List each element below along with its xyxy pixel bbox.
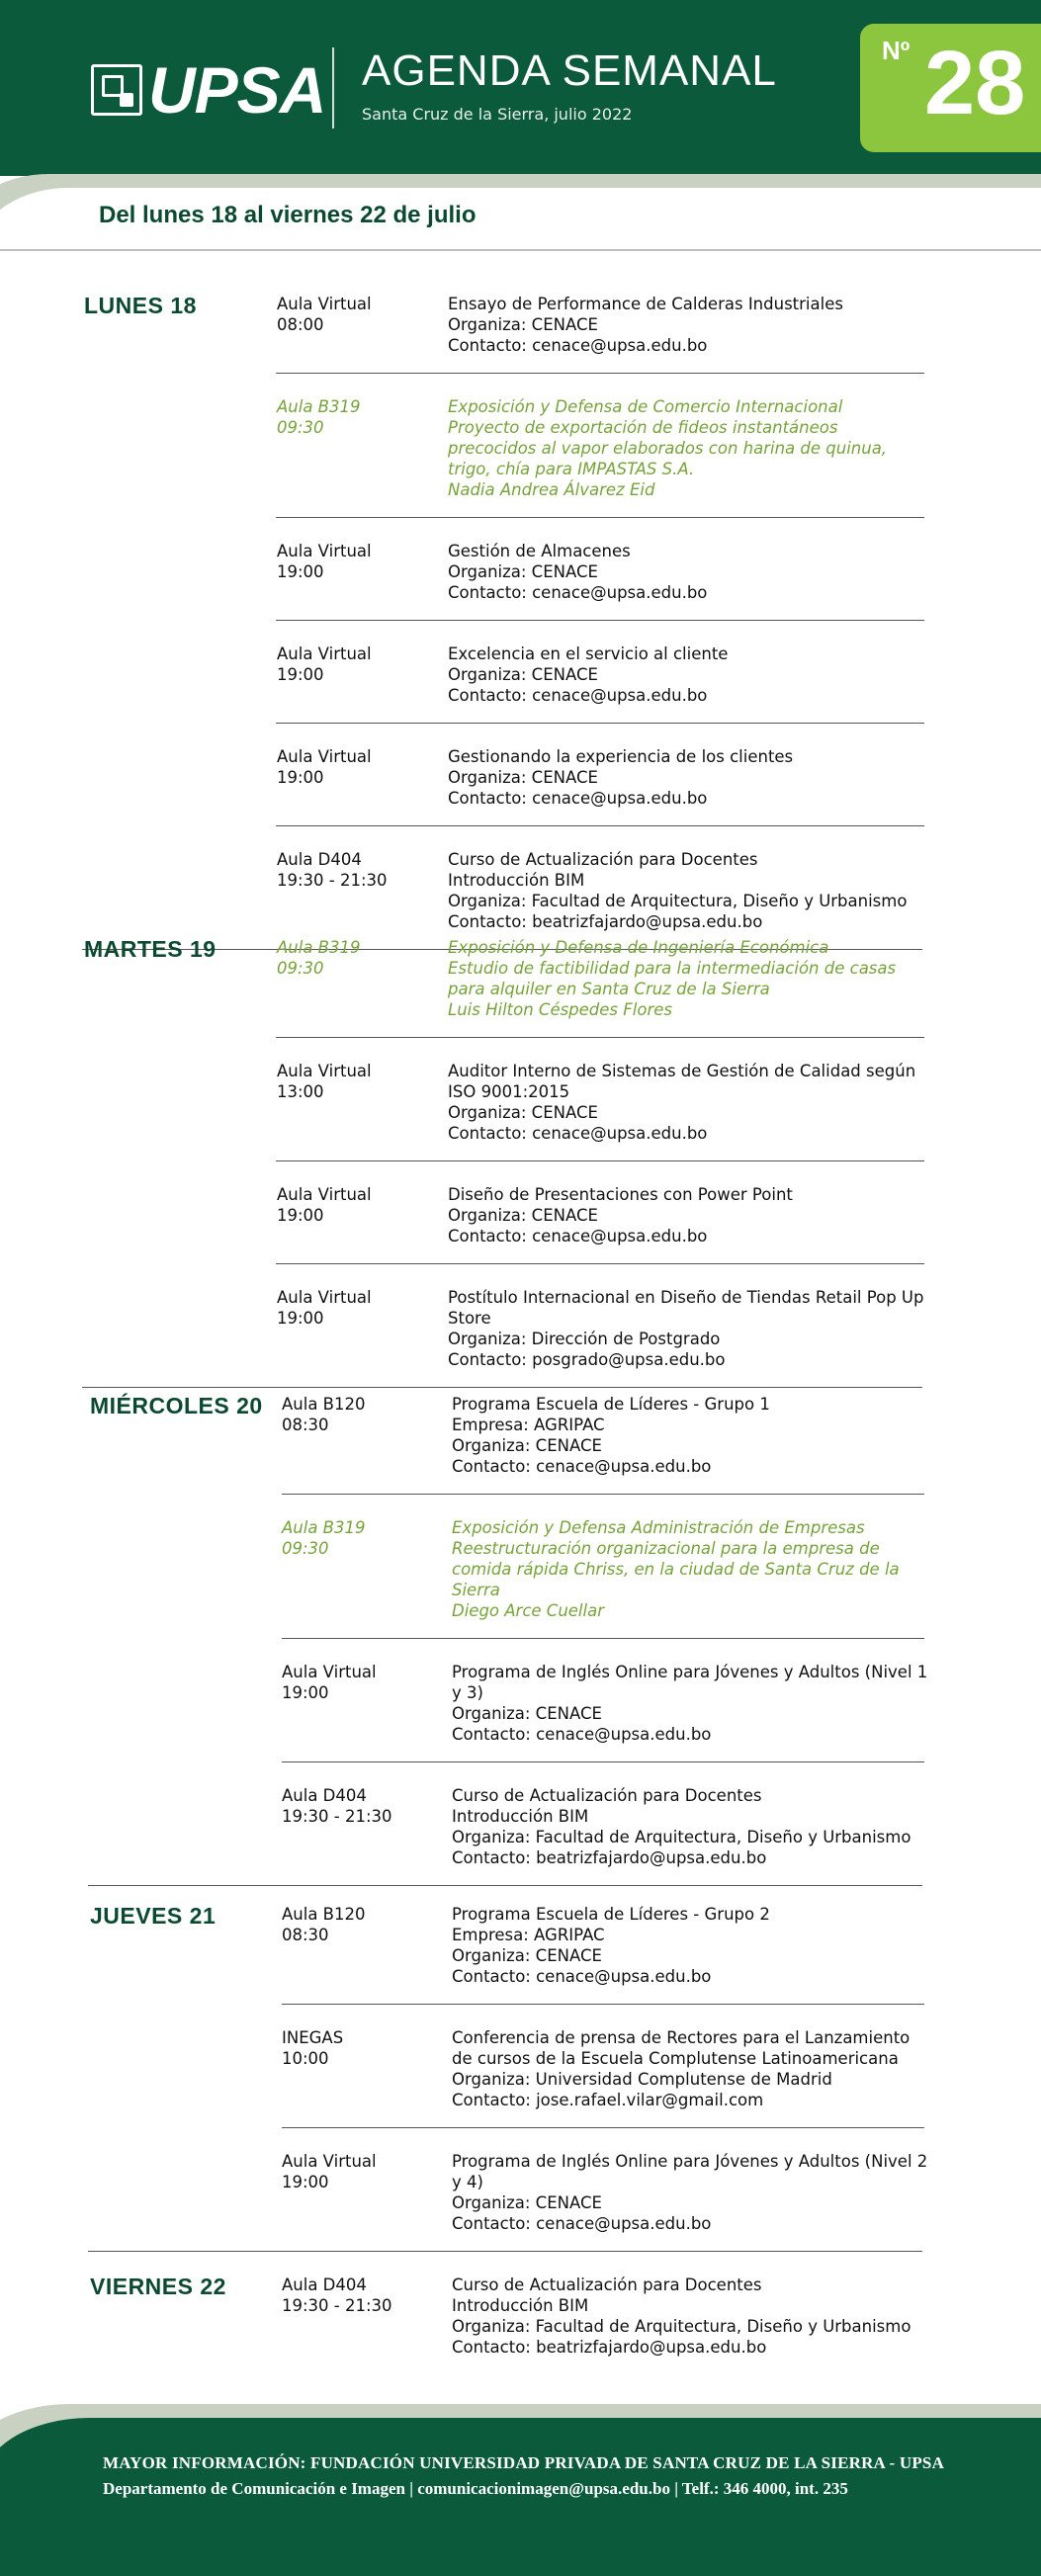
event-place-time — [277, 396, 435, 438]
event-line: Contacto: cenace@upsa.edu.bo — [448, 583, 708, 602]
event-place-time — [277, 1061, 435, 1102]
event-time: 09:30 — [277, 418, 324, 437]
row-divider — [276, 825, 924, 826]
event-line: Organiza: Facultad de Arquitectura, Diseño y Urbanismo — [452, 2317, 911, 2336]
event-line: Organiza: Universidad Complutense de Madrid — [452, 2070, 832, 2089]
event-line: Organiza: CENACE — [448, 665, 598, 684]
divider — [0, 249, 1041, 251]
event-line: Organiza: CENACE — [448, 1206, 598, 1225]
upsa-logo-icon — [91, 64, 142, 116]
event-line: Organiza: Facultad de Arquitectura, Diseño y Urbanismo — [448, 892, 908, 910]
event-line: trigo, chía para IMPASTAS S.A. — [448, 460, 695, 478]
row-divider — [276, 723, 924, 724]
event-details — [448, 541, 942, 603]
event-line: Postítulo Internacional en Diseño de Tiendas Retail Pop Up — [448, 1288, 924, 1307]
event-line: Contacto: cenace@upsa.edu.bo — [452, 2214, 712, 2233]
event-line: Programa Escuela de Líderes - Grupo 2 — [452, 1905, 770, 1924]
event-line: Programa Escuela de Líderes - Grupo 1 — [452, 1395, 770, 1414]
event-line: Luis Hilton Céspedes Flores — [448, 1000, 672, 1019]
event-place: Aula Virtual — [277, 1288, 372, 1307]
event-place: Aula Virtual — [277, 644, 372, 663]
event-details — [452, 1785, 946, 1868]
event-place-time — [277, 849, 435, 891]
event-details — [452, 1662, 946, 1745]
event-place: Aula Virtual — [277, 1062, 372, 1080]
event-time: 08:30 — [282, 1926, 329, 1944]
event-place: Aula Virtual — [277, 1185, 372, 1204]
event-place: Aula B319 — [277, 938, 361, 957]
row-divider — [282, 1761, 924, 1762]
event-line: Contacto: cenace@upsa.edu.bo — [448, 1227, 708, 1245]
issue-number: 28 — [924, 33, 1026, 133]
event-line: Contacto: cenace@upsa.edu.bo — [448, 336, 708, 355]
event-line: Organiza: CENACE — [452, 1946, 602, 1965]
event-details — [452, 1394, 946, 1477]
event-line: Sierra — [452, 1581, 500, 1599]
event-line: Nadia Andrea Álvarez Eid — [448, 480, 655, 499]
event-line: Programa de Inglés Online para Jóvenes y Adultos (Nivel 1 — [452, 1663, 928, 1681]
event-time: 10:00 — [282, 2049, 329, 2068]
event-place-time — [282, 1662, 440, 1703]
event-place-time — [282, 1785, 440, 1827]
event-line: Contacto: beatrizfajardo@upsa.edu.bo — [448, 912, 763, 931]
day-label: VIERNES 22 — [90, 2274, 226, 2299]
event-place-time — [282, 2275, 440, 2316]
event-time: 08:30 — [282, 1416, 329, 1434]
event-details — [448, 396, 942, 500]
event-details — [452, 2027, 946, 2110]
event-details — [448, 937, 942, 1020]
event-time: 09:30 — [277, 959, 324, 978]
event-place-time — [282, 1517, 440, 1559]
header-banner — [0, 0, 1041, 176]
row-divider — [282, 1494, 924, 1495]
event-line: Organiza: CENACE — [448, 768, 598, 787]
event-details — [448, 1061, 942, 1144]
event-time: 19:00 — [277, 1309, 324, 1328]
event-line: Contacto: cenace@upsa.edu.bo — [452, 1457, 712, 1476]
event-place: Aula Virtual — [277, 542, 372, 560]
issue-number-label: Nº — [882, 36, 911, 65]
event-line: Curso de Actualización para Docentes — [452, 1786, 762, 1805]
event-line: para alquiler en Santa Cruz de la Sierra — [448, 980, 770, 998]
event-line: Empresa: AGRIPAC — [452, 1416, 605, 1434]
event-line: Excelencia en el servicio al cliente — [448, 644, 729, 663]
event-line: Auditor Interno de Sistemas de Gestión de Calidad según — [448, 1062, 916, 1080]
event-line: Contacto: cenace@upsa.edu.bo — [448, 686, 708, 705]
row-divider — [82, 1387, 922, 1388]
event-line: Contacto: beatrizfajardo@upsa.edu.bo — [452, 1848, 767, 1867]
day-label: LUNES 18 — [84, 293, 197, 318]
event-time: 19:30 - 21:30 — [282, 2296, 392, 2315]
page-subtitle: Santa Cruz de la Sierra, julio 2022 — [362, 105, 633, 124]
event-line: y 3) — [452, 1683, 483, 1702]
event-line: Introducción BIM — [448, 871, 585, 890]
row-divider — [282, 2004, 924, 2005]
event-line: Organiza: Facultad de Arquitectura, Diseño y Urbanismo — [452, 1828, 911, 1846]
footer-info: MAYOR INFORMACIÓN: FUNDACIÓN UNIVERSIDAD PRIVADA DE SANTA CRUZ DE LA SIERRA - UPSA — [103, 2453, 945, 2472]
event-line: Exposición y Defensa de Comercio Internacional — [448, 397, 843, 416]
event-time: 19:00 — [282, 2173, 329, 2191]
event-line: Contacto: cenace@upsa.edu.bo — [448, 1124, 708, 1143]
event-details — [448, 1287, 942, 1370]
event-line: Ensayo de Performance de Calderas Industriales — [448, 295, 843, 313]
event-line: Empresa: AGRIPAC — [452, 1926, 605, 1944]
event-time: 19:00 — [282, 1683, 329, 1702]
event-place-time — [277, 1287, 435, 1329]
event-details — [452, 1517, 946, 1621]
event-line: Organiza: CENACE — [452, 1436, 602, 1455]
event-line: Reestructuración organizacional para la empresa de — [452, 1539, 880, 1558]
row-divider — [276, 1160, 924, 1161]
event-time: 09:30 — [282, 1539, 329, 1558]
event-line: Organiza: CENACE — [452, 1704, 602, 1723]
day-label: JUEVES 21 — [90, 1903, 217, 1929]
event-place-time — [277, 937, 435, 979]
event-line: Contacto: posgrado@upsa.edu.bo — [448, 1350, 726, 1369]
event-line: comida rápida Chriss, en la ciudad de Santa Cruz de la — [452, 1560, 900, 1579]
event-line: Contacto: beatrizfajardo@upsa.edu.bo — [452, 2338, 767, 2357]
event-line: Gestión de Almacenes — [448, 542, 631, 560]
event-place: Aula D404 — [282, 1786, 367, 1805]
upsa-logo — [91, 53, 326, 127]
event-line: Exposición y Defensa Administración de Empresas — [452, 1518, 865, 1537]
event-details — [448, 294, 942, 356]
event-line: Estudio de factibilidad para la intermediación de casas — [448, 959, 897, 978]
event-place: Aula Virtual — [277, 747, 372, 766]
event-details — [448, 746, 942, 809]
event-place-time — [277, 644, 435, 685]
event-place: Aula D404 — [277, 850, 362, 869]
event-line: Organiza: CENACE — [448, 562, 598, 581]
event-line: Store — [448, 1309, 491, 1328]
row-divider — [88, 2251, 922, 2252]
logo-text: UPSA — [148, 53, 326, 127]
row-divider — [276, 517, 924, 518]
event-line: Contacto: cenace@upsa.edu.bo — [452, 1967, 712, 1986]
event-place-time — [282, 1394, 440, 1435]
event-line: de cursos de la Escuela Complutense Latinoamericana — [452, 2049, 899, 2068]
event-line: Gestionando la experiencia de los clientes — [448, 747, 794, 766]
event-line: Curso de Actualización para Docentes — [448, 850, 758, 869]
event-line: Organiza: CENACE — [448, 315, 598, 334]
row-divider — [88, 1885, 922, 1886]
event-line: Introducción BIM — [452, 1807, 589, 1826]
event-time: 19:00 — [277, 562, 324, 581]
event-place: Aula B120 — [282, 1905, 366, 1924]
event-line: precocidos al vapor elaborados con harina de quinua, — [448, 439, 888, 458]
footer-contact: Departamento de Comunicación e Imagen | comunicacionimagen@upsa.edu.bo | Telf.: 346 4000, int. 235 — [103, 2479, 848, 2498]
day-label: MIÉRCOLES 20 — [90, 1393, 263, 1418]
event-details — [448, 1184, 942, 1246]
row-divider — [276, 1037, 924, 1038]
event-line: ISO 9001:2015 — [448, 1082, 570, 1101]
event-place-time — [277, 541, 435, 582]
date-range: Del lunes 18 al viernes 22 de julio — [99, 202, 477, 228]
event-line: Programa de Inglés Online para Jóvenes y Adultos (Nivel 2 — [452, 2152, 928, 2171]
event-line: Organiza: CENACE — [448, 1103, 598, 1122]
event-time: 19:30 - 21:30 — [277, 871, 388, 890]
event-time: 19:00 — [277, 665, 324, 684]
event-place-time — [277, 294, 435, 335]
day-label: MARTES 19 — [84, 936, 217, 962]
event-time: 19:00 — [277, 768, 324, 787]
event-line: Exposición y Defensa de Ingeniería Económica — [448, 938, 829, 957]
row-divider — [276, 373, 924, 374]
event-place-time — [282, 2151, 440, 2192]
event-time: 19:00 — [277, 1206, 324, 1225]
event-details — [452, 1904, 946, 1987]
event-details — [452, 2275, 946, 2358]
event-line: Curso de Actualización para Docentes — [452, 2275, 762, 2294]
event-place: Aula B319 — [282, 1518, 366, 1537]
event-details — [448, 849, 942, 932]
event-place-time — [282, 1904, 440, 1945]
event-place-time — [277, 1184, 435, 1226]
event-line: Organiza: Dirección de Postgrado — [448, 1330, 721, 1348]
event-place: Aula Virtual — [277, 295, 372, 313]
event-line: Conferencia de prensa de Rectores para el Lanzamiento — [452, 2028, 911, 2047]
event-line: Contacto: cenace@upsa.edu.bo — [452, 1725, 712, 1744]
event-place: INEGAS — [282, 2028, 344, 2047]
event-place: Aula B319 — [277, 397, 361, 416]
event-details — [448, 644, 942, 706]
event-line: Contacto: jose.rafael.vilar@gmail.com — [452, 2091, 764, 2109]
event-line: y 4) — [452, 2173, 483, 2191]
row-divider — [282, 1638, 924, 1639]
event-time: 13:00 — [277, 1082, 324, 1101]
event-line: Diego Arce Cuellar — [452, 1601, 604, 1620]
event-details — [452, 2151, 946, 2234]
event-time: 19:30 - 21:30 — [282, 1807, 392, 1826]
event-place: Aula D404 — [282, 2275, 367, 2294]
event-time: 08:00 — [277, 315, 324, 334]
event-line: Introducción BIM — [452, 2296, 589, 2315]
event-line: Diseño de Presentaciones con Power Point — [448, 1185, 793, 1204]
event-place: Aula Virtual — [282, 2152, 377, 2171]
row-divider — [276, 620, 924, 621]
event-place: Aula Virtual — [282, 1663, 377, 1681]
event-place: Aula B120 — [282, 1395, 366, 1414]
event-place-time — [277, 746, 435, 788]
page-title: AGENDA SEMANAL — [362, 46, 777, 95]
event-line: Proyecto de exportación de fideos instantáneos — [448, 418, 838, 437]
header-divider — [332, 47, 334, 129]
row-divider — [282, 2127, 924, 2128]
event-place-time — [282, 2027, 440, 2069]
row-divider — [276, 1263, 924, 1264]
event-line: Organiza: CENACE — [452, 2193, 602, 2212]
event-line: Contacto: cenace@upsa.edu.bo — [448, 789, 708, 808]
